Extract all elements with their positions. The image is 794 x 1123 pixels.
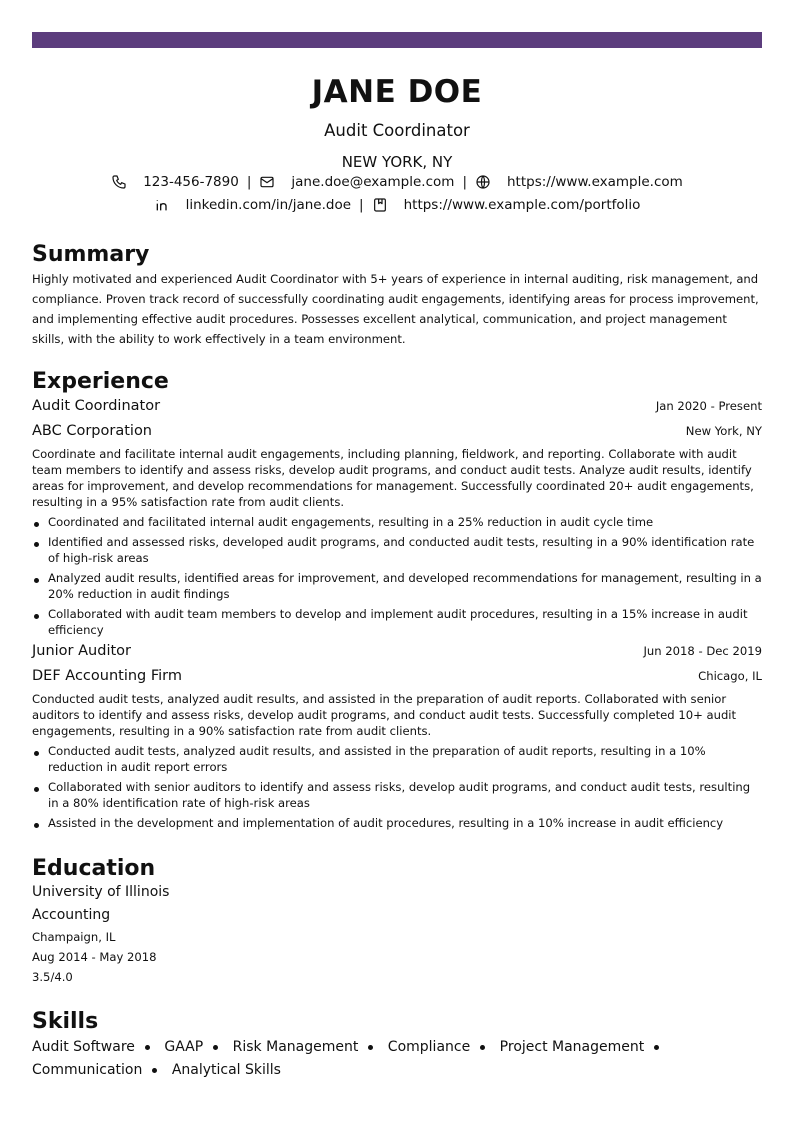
job-location: New York, NY [685,424,762,438]
portfolio-link[interactable]: https://www.example.com/portfolio [403,197,641,213]
bullet-icon [654,1045,659,1050]
job-title: Junior Auditor [32,643,131,659]
list-item: Conducted audit tests, analyzed audit results, and assisted in the preparation of audit reports, resulting in a 10% reduction in audit report errors [32,743,762,775]
job-title: Audit Coordinator [32,398,161,414]
portfolio-icon [372,197,388,213]
job-bullets [32,514,762,642]
summary-text: Highly motivated and experienced Audit Coordinator with 5+ years of experience in internal auditing, risk management, and compliance. Proven track record of successfully coordinating audit engagements, identifying areas for process improvement, and implementing effective audit procedures. Possesses excellent analytical, communication, and project management skills, with the ability to work effectively in a team environment. [32,272,759,346]
website-item[interactable] [475,173,683,191]
job-bullets [32,743,762,835]
education-field: Accounting [32,907,111,923]
linkedin-icon [154,197,170,213]
candidate-title: Audit Coordinator [324,121,470,140]
list-item: Analyzed audit results, identified areas for improvement, and developed recommendations for management, resulting in a 20% reduction in audit findings [32,570,762,602]
education-heading: Education [32,856,156,881]
bullet-icon [213,1045,218,1050]
portfolio-item[interactable] [372,196,641,214]
job-dates: Jun 2018 - Dec 2019 [643,644,762,658]
skill-item: Risk Management [232,1039,359,1055]
job-company: DEF Accounting Firm [32,668,182,684]
job-header [32,398,762,414]
contact-separator: | [246,174,252,190]
skill-item: GAAP [164,1039,204,1055]
skill-item: Communication [32,1062,143,1078]
skill-item: Audit Software [32,1039,135,1055]
contact-separator: | [462,174,467,190]
job-header [32,643,762,659]
accent-bar [32,32,762,48]
bullet-icon [152,1068,157,1073]
job-location: Chicago, IL [698,669,762,683]
skill-item: Project Management [499,1039,645,1055]
experience-heading: Experience [32,369,169,394]
candidate-name: JANE DOE [311,74,483,110]
email-icon [259,174,275,190]
candidate-location: NEW YORK, NY [341,153,453,171]
job-description: Conducted audit tests, analyzed audit results, and assisted in the preparation of audit reports. Collaborated with senior auditors to identify and assess risks, develop audit programs, and conduct audit tests. Successfully completed 10+ audit engagements, resulting in a 90% satisfaction rate from audit clients. [32,692,737,738]
list-item: Identified and assessed risks, developed audit programs, and conducted audit tests, resulting in a 90% identification rate of high-risk areas [32,534,762,566]
contact-line-1 [32,173,762,191]
bullet-icon [368,1045,373,1050]
summary-heading: Summary [32,242,150,267]
website-link[interactable]: https://www.example.com [507,174,683,190]
education-dates: Aug 2014 - May 2018 [32,950,157,964]
list-item: Coordinated and facilitated internal audit engagements, resulting in a 25% reduction in audit cycle time [32,514,762,530]
skills-list [32,1036,762,1082]
list-item: Collaborated with senior auditors to identify and assess risks, develop audit programs, and conduct audit tests, resulting in a 80% identification rate of high-risk areas [32,779,762,811]
job-dates: Jan 2020 - Present [655,399,762,413]
list-item: Collaborated with audit team members to develop and implement audit procedures, resulting in a 15% increase in audit efficiency [32,606,762,638]
job-subheader [32,668,762,684]
globe-icon [475,174,491,190]
list-item: Assisted in the development and implementation of audit procedures, resulting in a 10% increase in audit efficiency [32,815,762,831]
phone-number: 123-456-7890 [143,174,239,190]
skill-item: Compliance [387,1039,471,1055]
bullet-icon [145,1045,150,1050]
education-gpa: 3.5/4.0 [32,970,73,984]
job-subheader [32,423,762,439]
phone-icon [111,174,127,190]
education-location: Champaign, IL [32,930,116,944]
job-company: ABC Corporation [32,423,153,439]
contact-line-2 [32,196,762,214]
phone-item [111,173,239,191]
skill-item: Analytical Skills [171,1062,281,1078]
email-item[interactable] [259,173,454,191]
contact-separator: | [359,197,364,213]
skills-heading: Skills [32,1009,99,1034]
linkedin-item[interactable] [154,196,351,214]
linkedin-link[interactable]: linkedin.com/in/jane.doe [185,197,352,213]
job-description: Coordinate and facilitate internal audit engagements, including planning, fieldwork, and reporting. Collaborate with audit team members to identify and assess risks, develop audit programs, and conduct audit tests. Analyze audit results, identify areas for improvement, and develop recommendations for management. Successfully coordinated 20+ audit engagements, resulting in a 95% satisfaction rate from audit clients. [32,447,754,509]
education-school: University of Illinois [32,884,170,900]
bullet-icon [480,1045,485,1050]
email-link[interactable]: jane.doe@example.com [291,174,455,190]
